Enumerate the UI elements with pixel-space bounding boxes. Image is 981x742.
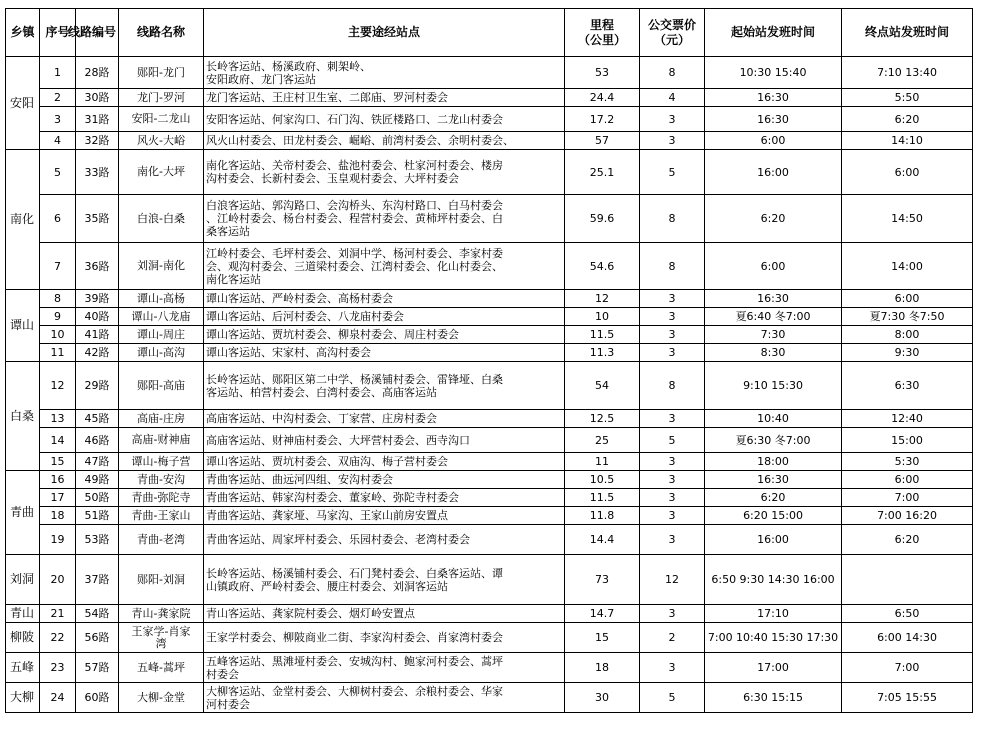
route-code-cell: 56路 <box>76 623 119 653</box>
seq-cell: 4 <box>40 132 76 150</box>
route-code-cell: 30路 <box>76 89 119 107</box>
seq-cell: 9 <box>40 308 76 326</box>
route-name-cell: 南化-大坪 <box>119 150 204 195</box>
start-time-cell: 9:10 15:30 <box>705 362 842 410</box>
route-name-cell: 青曲-安沟 <box>119 471 204 489</box>
distance-cell: 12.5 <box>565 410 640 428</box>
stops-cell: 南化客运站、关帝村委会、盐池村委会、杜家河村委会、楼房 沟村委会、长新村委会、玉皇观村委会、大坪村委会 <box>204 150 565 195</box>
end-time-cell: 夏7:30 冬7:50 <box>842 308 973 326</box>
stops-cell: 五峰客运站、黑滩垭村委会、安城沟村、鲍家河村委会、蒿坪 村委会 <box>204 653 565 683</box>
stops-cell: 谭山客运站、后河村委会、八龙庙村委会 <box>204 308 565 326</box>
seq-cell: 23 <box>40 653 76 683</box>
header-end-time: 终点站发班时间 <box>842 9 973 57</box>
stops-cell: 龙门客运站、王庄村卫生室、二郎庙、罗河村委会 <box>204 89 565 107</box>
route-code-cell: 57路 <box>76 653 119 683</box>
distance-cell: 54 <box>565 362 640 410</box>
distance-cell: 10 <box>565 308 640 326</box>
start-time-cell: 6:30 15:15 <box>705 683 842 713</box>
route-code-cell: 60路 <box>76 683 119 713</box>
route-code-cell: 54路 <box>76 605 119 623</box>
route-name-cell: 青曲-王家山 <box>119 507 204 525</box>
route-code-cell: 42路 <box>76 344 119 362</box>
distance-cell: 24.4 <box>565 89 640 107</box>
stops-cell: 长岭客运站、郧阳区第二中学、杨溪铺村委会、雷锋垭、白桑 客运站、柏营村委会、白湾村委会、高庙客运站 <box>204 362 565 410</box>
end-time-cell: 14:00 <box>842 243 973 290</box>
start-time-cell: 6:20 15:00 <box>705 507 842 525</box>
distance-cell: 10.5 <box>565 471 640 489</box>
table-row <box>6 653 973 683</box>
town-cell: 柳陂 <box>6 623 40 653</box>
end-time-cell: 6:20 <box>842 107 973 132</box>
route-name-cell: 风火-大峪 <box>119 132 204 150</box>
route-name-cell: 五峰-蒿坪 <box>119 653 204 683</box>
stops-cell: 王家学村委会、柳陂商业二街、李家沟村委会、肖家湾村委会 <box>204 623 565 653</box>
distance-cell: 25 <box>565 428 640 453</box>
table-row <box>6 150 973 195</box>
end-time-cell: 7:05 15:55 <box>842 683 973 713</box>
table-row <box>6 525 973 555</box>
distance-cell: 15 <box>565 623 640 653</box>
fare-cell: 3 <box>640 326 705 344</box>
end-time-cell: 14:10 <box>842 132 973 150</box>
header-seq: 序号 <box>40 9 76 57</box>
table-row <box>6 107 973 132</box>
town-cell: 青山 <box>6 605 40 623</box>
table-row <box>6 623 973 653</box>
start-time-cell: 夏6:30 冬7:00 <box>705 428 842 453</box>
table-row <box>6 243 973 290</box>
table-row <box>6 428 973 453</box>
end-time-cell: 7:00 16:20 <box>842 507 973 525</box>
table-row <box>6 507 973 525</box>
fare-cell: 8 <box>640 362 705 410</box>
table-row <box>6 132 973 150</box>
table-row <box>6 326 973 344</box>
route-code-cell: 36路 <box>76 243 119 290</box>
route-code-cell: 51路 <box>76 507 119 525</box>
table-row <box>6 290 973 308</box>
table-row <box>6 57 973 89</box>
fare-cell: 4 <box>640 89 705 107</box>
table-row <box>6 410 973 428</box>
route-name-cell: 谭山-梅子营 <box>119 453 204 471</box>
stops-cell: 青曲客运站、韩家沟村委会、董家岭、弥陀寺村委会 <box>204 489 565 507</box>
route-name-cell: 白浪-白桑 <box>119 195 204 243</box>
table-row <box>6 362 973 410</box>
fare-cell: 3 <box>640 107 705 132</box>
seq-cell: 22 <box>40 623 76 653</box>
route-name-cell: 谭山-高杨 <box>119 290 204 308</box>
route-code-cell: 39路 <box>76 290 119 308</box>
stops-cell: 青曲客运站、曲远河四组、安沟村委会 <box>204 471 565 489</box>
seq-cell: 12 <box>40 362 76 410</box>
start-time-cell: 6:20 <box>705 489 842 507</box>
start-time-cell: 17:10 <box>705 605 842 623</box>
town-cell: 青曲 <box>6 471 40 555</box>
route-name-cell: 郧阳-刘洞 <box>119 555 204 605</box>
town-cell: 谭山 <box>6 290 40 362</box>
distance-cell: 57 <box>565 132 640 150</box>
end-time-cell: 14:50 <box>842 195 973 243</box>
start-time-cell: 6:20 <box>705 195 842 243</box>
stops-cell: 白浪客运站、郭沟路口、会沟桥头、东沟村路口、白马村委会 、江岭村委会、杨台村委会、程营村委会、黄柿坪村委会、白 桑客运站 <box>204 195 565 243</box>
fare-cell: 5 <box>640 150 705 195</box>
route-name-cell: 安阳-二龙山 <box>119 107 204 132</box>
end-time-cell: 8:00 <box>842 326 973 344</box>
header-stops: 主要途经站点 <box>204 9 565 57</box>
route-code-cell: 31路 <box>76 107 119 132</box>
seq-cell: 17 <box>40 489 76 507</box>
town-cell: 五峰 <box>6 653 40 683</box>
distance-cell: 11 <box>565 453 640 471</box>
seq-cell: 6 <box>40 195 76 243</box>
end-time-cell: 6:00 <box>842 290 973 308</box>
stops-cell: 大柳客运站、金堂村委会、大柳树村委会、余粮村委会、华家 河村委会 <box>204 683 565 713</box>
stops-cell: 江岭村委会、毛坪村委会、刘洞中学、杨河村委会、李家村委 会、观沟村委会、三道梁村委会、江湾村委会、化山村委会、 南化客运站 <box>204 243 565 290</box>
end-time-cell: 6:00 14:30 <box>842 623 973 653</box>
fare-cell: 12 <box>640 555 705 605</box>
table-row <box>6 489 973 507</box>
route-code-cell: 29路 <box>76 362 119 410</box>
distance-cell: 11.5 <box>565 326 640 344</box>
seq-cell: 5 <box>40 150 76 195</box>
stops-cell: 谭山客运站、贾坑村委会、柳泉村委会、周庄村委会 <box>204 326 565 344</box>
route-name-cell: 青山-龚家院 <box>119 605 204 623</box>
seq-cell: 10 <box>40 326 76 344</box>
start-time-cell: 17:00 <box>705 653 842 683</box>
table-row <box>6 555 973 605</box>
header-town: 乡镇 <box>6 9 40 57</box>
table-row <box>6 344 973 362</box>
stops-cell: 安阳客运站、何家沟口、石门沟、铁匠楼路口、二龙山村委会 <box>204 107 565 132</box>
end-time-cell: 7:10 13:40 <box>842 57 973 89</box>
fare-cell: 2 <box>640 623 705 653</box>
distance-cell: 12 <box>565 290 640 308</box>
seq-cell: 2 <box>40 89 76 107</box>
stops-cell: 谭山客运站、贾坑村委会、双庙沟、梅子营村委会 <box>204 453 565 471</box>
seq-cell: 15 <box>40 453 76 471</box>
route-code-cell: 33路 <box>76 150 119 195</box>
seq-cell: 24 <box>40 683 76 713</box>
start-time-cell: 夏6:40 冬7:00 <box>705 308 842 326</box>
stops-cell: 高庙客运站、中沟村委会、丁家营、庄房村委会 <box>204 410 565 428</box>
distance-cell: 30 <box>565 683 640 713</box>
fare-cell: 3 <box>640 132 705 150</box>
route-code-cell: 45路 <box>76 410 119 428</box>
end-time-cell: 5:50 <box>842 89 973 107</box>
route-code-cell: 46路 <box>76 428 119 453</box>
route-name-cell: 郧阳-龙门 <box>119 57 204 89</box>
fare-cell: 3 <box>640 507 705 525</box>
town-cell: 南化 <box>6 150 40 290</box>
table-row <box>6 89 973 107</box>
table-row <box>6 308 973 326</box>
distance-cell: 11.8 <box>565 507 640 525</box>
fare-cell: 5 <box>640 683 705 713</box>
start-time-cell: 16:00 <box>705 525 842 555</box>
distance-cell: 14.4 <box>565 525 640 555</box>
stops-cell: 长岭客运站、杨溪政府、刺架岭、 安阳政府、龙门客运站 <box>204 57 565 89</box>
seq-cell: 11 <box>40 344 76 362</box>
end-time-cell: 5:30 <box>842 453 973 471</box>
fare-cell: 3 <box>640 653 705 683</box>
distance-cell: 25.1 <box>565 150 640 195</box>
end-time-cell: 7:00 <box>842 653 973 683</box>
fare-cell: 3 <box>640 344 705 362</box>
fare-cell: 3 <box>640 453 705 471</box>
table-row <box>6 453 973 471</box>
start-time-cell: 6:50 9:30 14:30 16:00 <box>705 555 842 605</box>
start-time-cell: 10:40 <box>705 410 842 428</box>
distance-cell: 73 <box>565 555 640 605</box>
stops-cell: 青曲客运站、龚家垭、马家沟、王家山前房安置点 <box>204 507 565 525</box>
fare-cell: 3 <box>640 525 705 555</box>
route-code-cell: 32路 <box>76 132 119 150</box>
header-fare: 公交票价 （元） <box>640 9 705 57</box>
seq-cell: 7 <box>40 243 76 290</box>
stops-cell: 长岭客运站、杨溪铺村委会、石门凳村委会、白桑客运站、谭 山镇政府、严岭村委会、腰庄村委会、刘洞客运站 <box>204 555 565 605</box>
seq-cell: 14 <box>40 428 76 453</box>
seq-cell: 8 <box>40 290 76 308</box>
end-time-cell: 6:50 <box>842 605 973 623</box>
route-code-cell: 40路 <box>76 308 119 326</box>
distance-cell: 59.6 <box>565 195 640 243</box>
start-time-cell: 6:00 <box>705 132 842 150</box>
route-code-cell: 41路 <box>76 326 119 344</box>
table-row <box>6 605 973 623</box>
route-code-cell: 37路 <box>76 555 119 605</box>
seq-cell: 20 <box>40 555 76 605</box>
fare-cell: 3 <box>640 605 705 623</box>
seq-cell: 1 <box>40 57 76 89</box>
table-row <box>6 471 973 489</box>
distance-cell: 17.2 <box>565 107 640 132</box>
route-code-cell: 28路 <box>76 57 119 89</box>
start-time-cell: 16:30 <box>705 107 842 132</box>
header-row <box>6 9 973 57</box>
header-code: 线路编号 <box>76 9 119 57</box>
fare-cell: 8 <box>640 57 705 89</box>
route-name-cell: 高庙-庄房 <box>119 410 204 428</box>
route-name-cell: 青曲-弥陀寺 <box>119 489 204 507</box>
stops-cell: 青曲客运站、周家坪村委会、乐园村委会、老湾村委会 <box>204 525 565 555</box>
start-time-cell: 18:00 <box>705 453 842 471</box>
town-cell: 刘洞 <box>6 555 40 605</box>
table-row <box>6 683 973 713</box>
fare-cell: 8 <box>640 195 705 243</box>
distance-cell: 18 <box>565 653 640 683</box>
start-time-cell: 7:00 10:40 15:30 17:30 <box>705 623 842 653</box>
town-cell: 安阳 <box>6 57 40 150</box>
route-code-cell: 47路 <box>76 453 119 471</box>
fare-cell: 3 <box>640 489 705 507</box>
end-time-cell: 7:00 <box>842 489 973 507</box>
start-time-cell: 16:00 <box>705 150 842 195</box>
route-name-cell: 郧阳-高庙 <box>119 362 204 410</box>
start-time-cell: 10:30 15:40 <box>705 57 842 89</box>
fare-cell: 3 <box>640 410 705 428</box>
town-cell: 白桑 <box>6 362 40 471</box>
start-time-cell: 16:30 <box>705 89 842 107</box>
table-row <box>6 195 973 243</box>
end-time-cell: 6:30 <box>842 362 973 410</box>
route-name-cell: 龙门-罗河 <box>119 89 204 107</box>
start-time-cell: 8:30 <box>705 344 842 362</box>
route-name-cell: 青曲-老湾 <box>119 525 204 555</box>
end-time-cell: 6:20 <box>842 525 973 555</box>
end-time-cell: 6:00 <box>842 471 973 489</box>
fare-cell: 5 <box>640 428 705 453</box>
route-name-cell: 刘洞-南化 <box>119 243 204 290</box>
route-code-cell: 35路 <box>76 195 119 243</box>
end-time-cell: 6:00 <box>842 150 973 195</box>
stops-cell: 谭山客运站、严岭村委会、高杨村委会 <box>204 290 565 308</box>
route-name-cell: 王家学-肖家 湾 <box>119 623 204 653</box>
stops-cell: 高庙客运站、财神庙村委会、大坪营村委会、西寺沟口 <box>204 428 565 453</box>
route-code-cell: 50路 <box>76 489 119 507</box>
header-name: 线路名称 <box>119 9 204 57</box>
seq-cell: 16 <box>40 471 76 489</box>
route-name-cell: 谭山-周庄 <box>119 326 204 344</box>
header-distance: 里程 （公里） <box>565 9 640 57</box>
fare-cell: 8 <box>640 243 705 290</box>
distance-cell: 53 <box>565 57 640 89</box>
header-start-time: 起始站发班时间 <box>705 9 842 57</box>
stops-cell: 青山客运站、龚家院村委会、烟灯岭安置点 <box>204 605 565 623</box>
end-time-cell: 12:40 <box>842 410 973 428</box>
route-name-cell: 大柳-金堂 <box>119 683 204 713</box>
start-time-cell: 16:30 <box>705 471 842 489</box>
end-time-cell: 15:00 <box>842 428 973 453</box>
stops-cell: 谭山客运站、宋家村、高沟村委会 <box>204 344 565 362</box>
start-time-cell: 7:30 <box>705 326 842 344</box>
seq-cell: 19 <box>40 525 76 555</box>
distance-cell: 11.5 <box>565 489 640 507</box>
route-name-cell: 高庙-财神庙 <box>119 428 204 453</box>
fare-cell: 3 <box>640 471 705 489</box>
distance-cell: 11.3 <box>565 344 640 362</box>
route-code-cell: 49路 <box>76 471 119 489</box>
distance-cell: 14.7 <box>565 605 640 623</box>
seq-cell: 3 <box>40 107 76 132</box>
start-time-cell: 6:00 <box>705 243 842 290</box>
seq-cell: 18 <box>40 507 76 525</box>
bus-route-table <box>5 8 973 713</box>
stops-cell: 风火山村委会、田龙村委会、崛峪、前湾村委会、余明村委会、 <box>204 132 565 150</box>
fare-cell: 3 <box>640 308 705 326</box>
route-name-cell: 谭山-高沟 <box>119 344 204 362</box>
route-code-cell: 53路 <box>76 525 119 555</box>
start-time-cell: 16:30 <box>705 290 842 308</box>
seq-cell: 21 <box>40 605 76 623</box>
end-time-cell: 9:30 <box>842 344 973 362</box>
route-name-cell: 谭山-八龙庙 <box>119 308 204 326</box>
fare-cell: 3 <box>640 290 705 308</box>
end-time-cell <box>842 555 973 605</box>
distance-cell: 54.6 <box>565 243 640 290</box>
seq-cell: 13 <box>40 410 76 428</box>
town-cell: 大柳 <box>6 683 40 713</box>
